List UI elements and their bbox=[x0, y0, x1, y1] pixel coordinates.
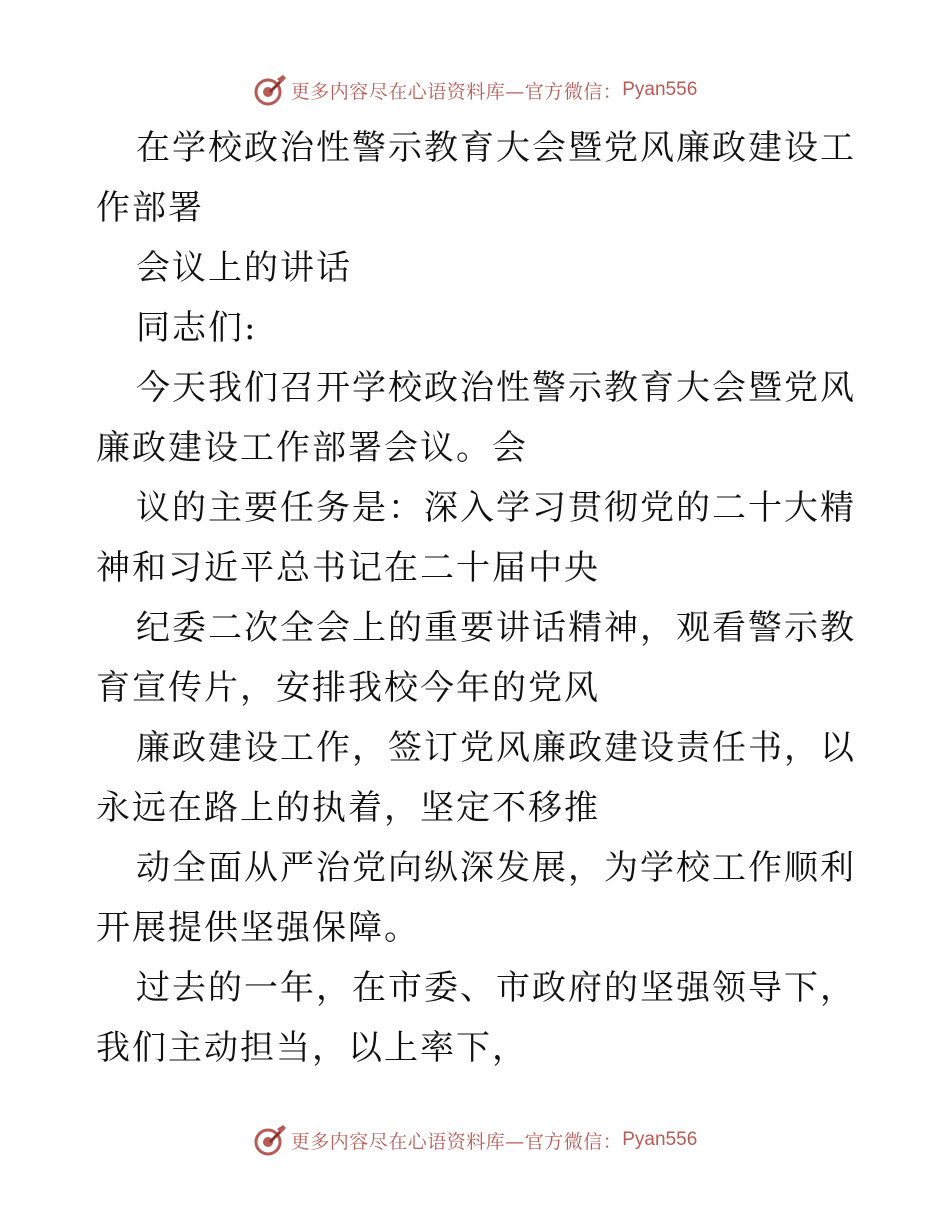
paragraph: 动全面从严治党向纵深发展，为学校工作顺利开展提供坚强保障。 bbox=[96, 848, 856, 948]
paragraph: 纪委二次全会上的重要讲话精神，观看警示教育宣传片，安排我校今年的党风 bbox=[96, 608, 856, 708]
watermark-wechat-id: Pyan556 bbox=[622, 79, 698, 100]
paragraph: 过去的一年，在市委、市政府的坚强领导下，我们主动担当，以上率下， bbox=[96, 968, 856, 1068]
salutation: 同志们: bbox=[136, 308, 258, 348]
watermark-banner-top bbox=[0, 70, 950, 110]
watermark-wechat-id: Pyan556 bbox=[622, 1129, 698, 1150]
quill-logo-icon bbox=[253, 1123, 287, 1157]
quill-logo-icon bbox=[253, 73, 287, 107]
watermark-site-text: 更多内容尽在心语资料库—官方微信： bbox=[290, 80, 623, 103]
paragraph: 廉政建设工作，签订党风廉政建设责任书，以永远在路上的执着，坚定不移推 bbox=[96, 728, 856, 828]
document-body bbox=[96, 118, 856, 1078]
watermark-site-text: 更多内容尽在心语资料库—官方微信： bbox=[290, 1130, 623, 1153]
paragraph: 今天我们召开学校政治性警示教育大会暨党风廉政建设工作部署会议。会 bbox=[96, 368, 856, 468]
title-line-1: 在学校政治性警示教育大会暨党风廉政建设工作部署 bbox=[96, 128, 856, 228]
title-line-2: 会议上的讲话 bbox=[136, 248, 352, 288]
paragraph: 议的主要任务是：深入学习贯彻党的二十大精神和习近平总书记在二十届中央 bbox=[96, 488, 856, 588]
watermark-banner-bottom bbox=[0, 1120, 950, 1160]
